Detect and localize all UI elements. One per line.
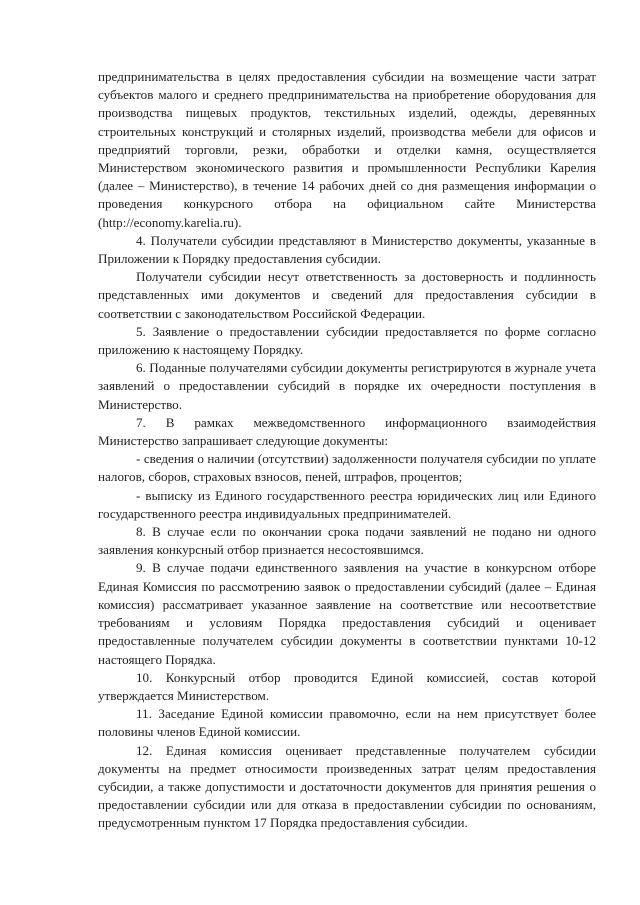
paragraph-item-12: 12. Единая комиссия оценивает представленные получателем субсидии документы на предмет относимости произведенных затрат целям предоставления субсидии, а также допустимости и достаточности документов для принятия решения о предоставлении субсидии или для отказа в предоставлении субсидии по основаниям, предусмотренным пунктом 17 Порядка предоставления субсидии. xyxy=(98,742,596,831)
paragraph-item-11: 11. Заседание Единой комиссии правомочно, если на нем присутствует более половины членов Единой комиссии. xyxy=(98,706,596,740)
paragraph-responsibility: Получатели субсидии несут ответственность за достоверность и подлинность представленных ими документов и сведений для предоставления субсидии в соответствии с законодательством Российской Федерации. xyxy=(98,269,596,321)
paragraph-item-6: 6. Поданные получателями субсидии документы регистрируются в журнале учета заявлений о предоставлении субсидий в порядке их очередности поступления в Министерство. xyxy=(98,360,596,412)
paragraph-item-10: 10. Конкурсный отбор проводится Единой комиссией, состав которой утверждается Министерством. xyxy=(98,669,596,703)
paragraph-item-4: 4. Получатели субсидии представляют в Министерство документы, указанные в Приложении к Порядку предоставления субсидии. xyxy=(98,232,596,267)
list-item-registry-extract: - выписку из Единого государственного реестра юридических лиц или Единого государственного реестра индивидуальных предпринимателей. xyxy=(98,487,596,521)
paragraph-item-9: 9. В случае подачи единственного заявления на участие в конкурсном отборе Единая Комиссия по рассмотрению заявок о предоставлении субсидий (далее – Единая комиссия) рассматривает указанное заявление на соответствие или несоответствие требованиям и условиям Порядка предоставления субсидий и оценивает предоставленные получателем субсидии документы в соответствии пунктами 10-12 настоящего Порядка. xyxy=(98,560,596,667)
list-item-debt-info: - сведения о наличии (отсутствии) задолженности получателя субсидии по уплате налогов, сборов, страховых взносов, пеней, штрафов, процентов; xyxy=(98,451,596,485)
document-body xyxy=(98,68,596,833)
paragraph-item-5: 5. Заявление о предоставлении субсидии предоставляется по форме согласно приложению к настоящему Порядку. xyxy=(98,323,596,358)
paragraph-item-8: 8. В случае если по окончании срока подачи заявлений не подано ни одного заявления конкурсный отбор признается несостоявшимся. xyxy=(98,524,596,558)
paragraph-item-7: 7. В рамках межведомственного информационного взаимодействия Министерство запрашивает следующие документы: xyxy=(98,414,596,449)
paragraph-intro-continuation: предпринимательства в целях предоставления субсидии на возмещение части затрат субъектов малого и среднего предпринимательства на приобретение оборудования для производства пищевых продуктов, текстильных изделий, одежды, деревянных строительных конструкций и столярных изделий, производства мебели для офисов и предприятий торговли, резки, обработки и отделки камня, осуществляется Министерством экономического развития и промышленности Республики Карелия (далее – Министерство), в течение 14 рабочих дней со дня размещения информации о проведения конкурсного отбора на официальном сайте Министерства (http://economy.karelia.ru). xyxy=(98,69,596,230)
